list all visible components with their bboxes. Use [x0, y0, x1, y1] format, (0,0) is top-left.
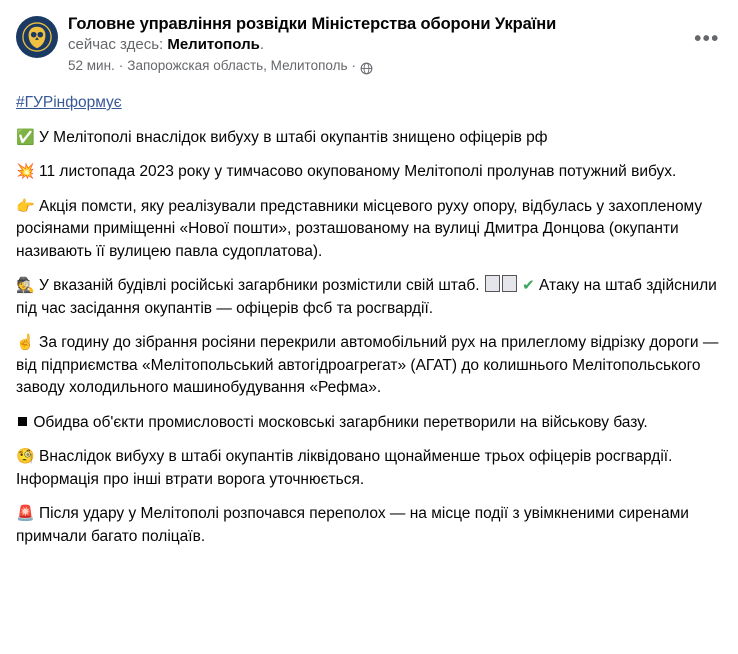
paragraph-text: Після удару у Мелітополі розпочався переполох — на місце події з увімкненими сиренами примчали багато поліцаїв.: [16, 505, 689, 545]
pointing-right-emoji: 👉: [16, 197, 35, 215]
meta-separator-2: ·: [351, 58, 357, 73]
paragraph-text: 11 листопада 2023 року у тимчасово окупованому Мелітополі пролунав потужний вибух.: [39, 163, 677, 180]
meta-separator-1: ·: [118, 58, 124, 73]
pointing-up-emoji: ☝️: [16, 334, 35, 351]
unsupported-glyph-icon: [502, 275, 517, 292]
paragraph-text: Внаслідок вибуху в штабі окупантів ліквідовано щонайменше трьох офіцерів росгвардії. Інформація про інші втрати ворога уточнюється.: [16, 448, 673, 488]
post-more-options-icon[interactable]: •••: [694, 28, 720, 50]
post-header: [16, 14, 722, 75]
unsupported-glyph-icon: [485, 275, 500, 292]
paragraph-text: Обидва об'єкти промисловості московські загарбники перетворили на військову базу.: [33, 413, 648, 431]
globe-icon: [360, 62, 373, 75]
explosion-emoji: 💥: [16, 163, 35, 180]
check-mark-emoji: ✅: [16, 128, 35, 146]
post-paragraph-3: [16, 196, 722, 264]
siren-emoji: 🚨: [16, 505, 35, 522]
post-header-text: [68, 14, 722, 75]
check-mark-icon: ✔: [522, 277, 535, 294]
post-paragraph-8: [16, 503, 722, 548]
post-paragraph-2: [16, 161, 722, 184]
post-paragraph-7: [16, 446, 722, 491]
page-name[interactable]: Головне управління розвідки Міністерства оборони України: [68, 15, 557, 33]
hashtag-link[interactable]: #ГУРінформує: [16, 94, 122, 111]
post-paragraph-5: [16, 332, 722, 400]
location-prefix: сейчас здесь:: [68, 36, 164, 53]
post-region[interactable]: Запорожская область, Мелитополь: [127, 58, 348, 73]
post-paragraph-4: [16, 275, 722, 320]
post-meta: [68, 57, 722, 75]
owl-emblem-icon: [22, 22, 52, 52]
location-suffix: .: [259, 36, 265, 53]
location-line: [68, 35, 722, 55]
post-paragraph-1: [16, 127, 722, 150]
paragraph-text-2: Атаку на штаб здійснили під час засідання окупантів — офіцерів фсб та росгвардії.: [16, 277, 717, 317]
post-hashtag-line: [16, 92, 722, 115]
avatar[interactable]: [16, 16, 58, 58]
paragraph-text: У вказаній будівлі російські загарбники розмістили свій штаб.: [39, 277, 480, 294]
post-time[interactable]: 52 мин.: [68, 58, 115, 73]
paragraph-text: У Мелітополі внаслідок вибуху в штабі окупантів знищено офіцерів рф: [39, 128, 548, 146]
location-name[interactable]: Мелитополь: [167, 36, 260, 53]
thinking-face-emoji: 🧐: [16, 448, 35, 465]
paragraph-text: За годину до зібрання росіяни перекрили автомобільний рух на прилеглому відрізку дороги — від підприємства «Мелітопольський автогідроагрегат» (АГАТ) до колишнього Мелітопольського заводу холодильного машинобудування «Рефма».: [16, 334, 719, 396]
post-paragraph-6: [16, 412, 722, 435]
post-body: [16, 92, 722, 548]
black-square-icon: [18, 417, 27, 426]
spy-emoji: 🕵️: [16, 277, 35, 294]
paragraph-text: Акція помсти, яку реалізували представники місцевого руху опору, відбулась у захопленому росіянами приміщенні «Нової пошти», розташованому на вулиці Дмитра Донцова (окупанти називають її вулицею павла судоплатова).: [16, 197, 703, 260]
